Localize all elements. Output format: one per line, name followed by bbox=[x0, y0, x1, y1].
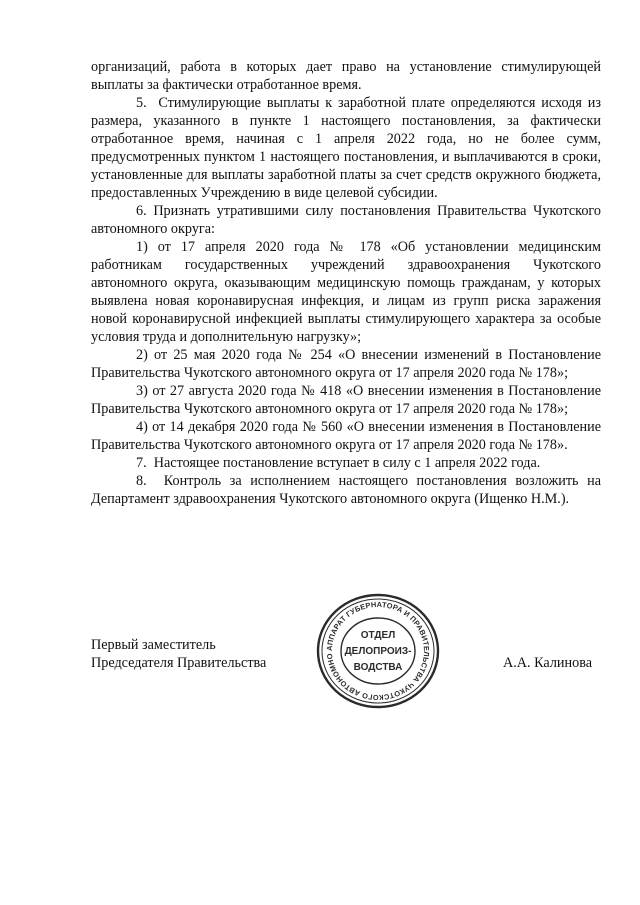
signatory-position bbox=[91, 636, 266, 672]
signatory-position-line1: Первый заместитель bbox=[91, 637, 216, 653]
paragraph-item-6: 6. Признать утратившими силу постановления Правительства Чукотского автономного округа: bbox=[91, 203, 601, 237]
signatory-position-line2: Председателя Правительства bbox=[91, 655, 267, 671]
stamp-line-3: ВОДСТВА bbox=[353, 662, 403, 673]
subitem-1: 1) от 17 апреля 2020 года № 178 «Об установлении медицинским работникам государственных учреждений здравоохранения Чукотского автономного округа, оказывающим медицинскую помощь гражданам, у которых выявлена новая коронавирусная инфекция, и лицам из групп риска заражения новой коронавирусной инфекцией выплаты стимулирующего характера за особые условия труда и дополнительную нагрузку»; bbox=[91, 239, 601, 345]
official-stamp bbox=[312, 592, 444, 710]
paragraph-continuation: организаций, работа в которых дает право на установление стимулирующей выплаты за фактически отработанное время. bbox=[91, 59, 601, 93]
document-body bbox=[91, 58, 601, 508]
subitem-3: 3) от 27 августа 2020 года № 418 «О внесении изменения в Постановление Правительства Чукотского автономного округа от 17 апреля 2020 года № 178»; bbox=[91, 383, 601, 417]
paragraph-item-8: 8. Контроль за исполнением настоящего постановления возложить на Департамент здравоохранения Чукотского автономного округа (Ищенко Н.М.). bbox=[91, 473, 601, 507]
paragraph-item-5: 5. Стимулирующие выплаты к заработной плате определяются исходя из размера, указанного в пункте 1 настоящего постановления, за фактически отработанное время, начиная с 1 апреля 2022 года, но не более сумм, предусмотренных пунктом 1 настоящего постановления, и выплачиваются в сроки, установленные для выплаты заработной платы за счет средств окружного бюджета, предоставленных Учреждению в виде целевой субсидии. bbox=[91, 95, 601, 201]
paragraph-item-7: 7. Настоящее постановление вступает в силу с 1 апреля 2022 года. bbox=[136, 455, 541, 471]
subitem-2: 2) от 25 мая 2020 года № 254 «О внесении изменений в Постановление Правительства Чукотского автономного округа от 17 апреля 2020 года № 178»; bbox=[91, 347, 601, 381]
signatory-name: А.А. Калинова bbox=[503, 655, 592, 671]
stamp-line-1: ОТДЕЛ bbox=[360, 630, 396, 641]
subitem-4: 4) от 14 декабря 2020 года № 560 «О внесении изменения в Постановление Правительства Чукотского автономного округа от 17 апреля 2020 года № 178». bbox=[91, 419, 601, 453]
stamp-line-2: ДЕЛОПРОИЗ- bbox=[344, 646, 412, 657]
stamp-ring-text: АППАРАТ ГУБЕРНАТОРА И ПРАВИТЕЛЬСТВА ЧУКОТСКОГО АВТОНОМНО bbox=[324, 599, 432, 703]
stamp-seal bbox=[312, 592, 444, 710]
